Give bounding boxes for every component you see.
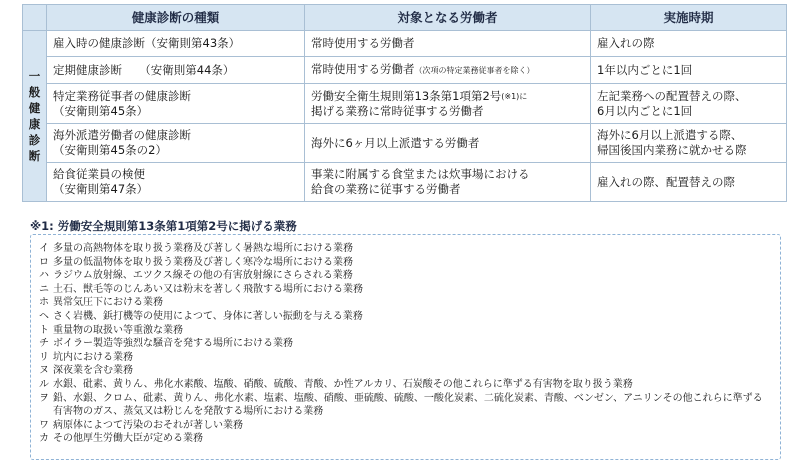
type-line: 給食従業員の検便 xyxy=(53,167,145,181)
header-corner xyxy=(23,5,47,31)
target-text: 常時使用する労働者 xyxy=(311,62,415,76)
side-label: 一般健康診断 xyxy=(28,69,41,163)
cell-target: 常時使用する労働者 xyxy=(305,31,591,57)
list-item xyxy=(39,256,772,270)
target-line: 給食の業務に従事する労働者 xyxy=(311,182,461,196)
footnote-box xyxy=(30,234,781,460)
item-text: 異常気圧下における業務 xyxy=(53,297,163,309)
list-item xyxy=(39,283,772,297)
list-item xyxy=(39,310,772,324)
item-text: 水銀、砒素、黄りん、弗化水素酸、塩酸、硝酸、硫酸、青酸、か性アルカリ、石炭酸その他これらに準ずる有害物を取り扱う業務 xyxy=(53,378,633,390)
item-key: ヘ xyxy=(39,310,49,322)
item-text: 多量の低温物体を取り扱う業務及び著しく寒冷な場所における業務 xyxy=(53,256,353,268)
cell-target xyxy=(305,163,591,202)
list-item xyxy=(39,378,772,392)
item-key: ニ xyxy=(39,283,49,295)
item-key: リ xyxy=(39,351,49,363)
cell-target xyxy=(305,84,591,124)
item-key: ル xyxy=(39,378,49,390)
cell-timing: 1年以内ごとに1回 xyxy=(591,57,787,84)
header-type: 健康診断の種類 xyxy=(47,5,305,31)
list-item xyxy=(39,324,772,338)
cell-timing: 雇入れの際、配置替えの際 xyxy=(591,163,787,202)
cell-target xyxy=(305,57,591,84)
cell-timing xyxy=(591,124,787,163)
item-text: 深夜業を含む業務 xyxy=(53,365,133,377)
list-item xyxy=(39,351,772,365)
item-key: ヲ xyxy=(39,392,49,404)
table-row xyxy=(23,163,787,202)
cell-type xyxy=(47,163,305,202)
item-key: チ xyxy=(39,338,49,350)
type-line: （安衛則第45条の2） xyxy=(53,143,167,157)
item-text: 多量の高熱物体を取り扱う業務及び著しく暑熱な場所における業務 xyxy=(53,243,353,254)
item-key: ホ xyxy=(39,297,49,309)
target-line: 掲げる業務に常時従事する労働者 xyxy=(311,103,484,118)
item-text: 鉛、水銀、クロム、砒素、黄りん、弗化水素、塩素、塩酸、硝酸、亜硫酸、硫酸、一酸化炭素、二硫化炭素、青酸、ベンゼン、アニリンその他これらに準ずる有害物のガス、蒸気又は粉じんを発散する場所における業務 xyxy=(53,392,763,418)
table-header-row xyxy=(23,5,787,31)
type-line: （安衛則第45条） xyxy=(53,103,149,118)
target-line: 労働安全衛生規則第13条第1項第2号 xyxy=(311,88,502,103)
health-checkup-table xyxy=(22,4,787,202)
list-item xyxy=(39,242,772,256)
item-text: 重量物の取扱い等重激な業務 xyxy=(53,324,183,336)
cell-timing xyxy=(591,84,787,124)
item-key: ヌ xyxy=(39,365,49,377)
item-text: さく岩機、鋲打機等の使用によつて、身体に著しい振動を与える業務 xyxy=(53,310,363,322)
list-item xyxy=(39,392,772,419)
item-key: ト xyxy=(39,324,49,336)
timing-line: 左記業務への配置替えの際、 xyxy=(597,88,747,103)
footnote-ref: (※1)に xyxy=(501,91,528,101)
timing-line: 海外に6月以上派遣する際、 xyxy=(597,128,743,142)
table-row xyxy=(23,124,787,163)
target-note: （次項の特定業務従事者を除く） xyxy=(414,66,535,75)
item-key: カ xyxy=(39,433,49,445)
item-text: 病原体によつて汚染のおそれが著しい業務 xyxy=(53,419,243,431)
item-text: その他厚生労働大臣が定める業務 xyxy=(53,433,203,445)
footnote-title: ※1: 労働安全規則第13条第1項第2号に掲げる業務 xyxy=(30,219,297,233)
type-line: （安衛則第47条） xyxy=(53,182,149,196)
item-key: ロ xyxy=(39,256,49,268)
list-item xyxy=(39,296,772,310)
item-key: ハ xyxy=(39,270,49,282)
target-line: 事業に附属する食堂または炊事場における xyxy=(311,167,530,181)
cell-timing: 雇入れの際 xyxy=(591,31,787,57)
cell-target: 海外に6ヶ月以上派遣する労働者 xyxy=(305,124,591,163)
cell-type xyxy=(47,124,305,163)
list-item xyxy=(39,337,772,351)
timing-line: 6月以内ごとに1回 xyxy=(597,103,693,118)
item-text: ラジウム放射線、エツクス線その他の有害放射線にさらされる業務 xyxy=(53,270,353,282)
list-item xyxy=(39,269,772,283)
type-line: 特定業務従事者の健康診断 xyxy=(53,88,191,103)
header-target: 対象となる労働者 xyxy=(305,5,591,31)
item-text: 坑内における業務 xyxy=(53,351,133,363)
list-item xyxy=(39,364,772,378)
list-item xyxy=(39,432,772,446)
table-row xyxy=(23,31,787,57)
item-text: ボイラー製造等強烈な騒音を発する場所における業務 xyxy=(53,338,293,350)
timing-line: 帰国後国内業務に就かせる際 xyxy=(597,143,747,157)
cell-type: 雇入時の健康診断（安衛則第43条） xyxy=(47,31,305,57)
item-text: 土石、獣毛等のじんあい又は粉末を著しく飛散する場所における業務 xyxy=(53,283,363,295)
table-row xyxy=(23,57,787,84)
list-item xyxy=(39,419,772,433)
table-row xyxy=(23,84,787,124)
cell-type xyxy=(47,84,305,124)
item-key: イ xyxy=(39,243,49,254)
type-line: 海外派遣労働者の健康診断 xyxy=(53,128,191,142)
side-label-cell xyxy=(23,31,47,202)
cell-type: 定期健康診断 （安衛則第44条） xyxy=(47,57,305,84)
item-key: ワ xyxy=(39,419,49,431)
header-timing: 実施時期 xyxy=(591,5,787,31)
